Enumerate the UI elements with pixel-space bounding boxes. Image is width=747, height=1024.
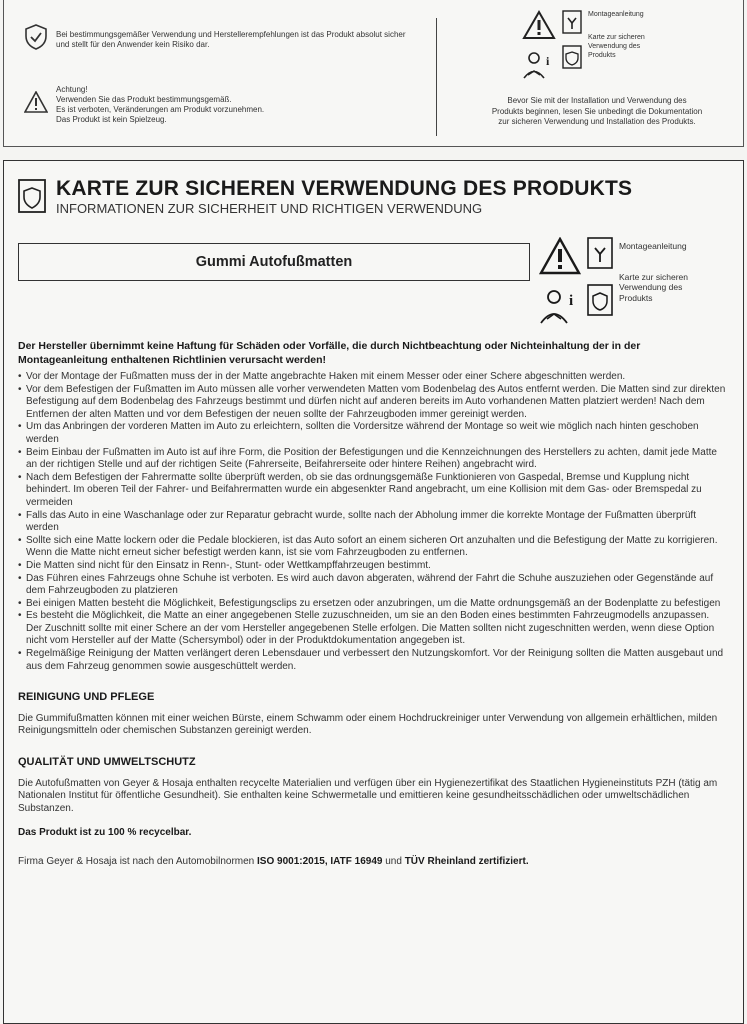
quality-text: Die Autofußmatten von Geyer & Hosaja enthalten recycelte Materialien und verfügen über ein Hygienezertifikat des Staatlichen Hygieneinstituts PZH (tätig am Nationalen Institut für öffentliche Gesundheit). Sie enthalten keine Schwermetalle und emittieren keine gesundheitsschädlichen oder umweltschädlichen Substanzen.	[18, 777, 718, 814]
warning-icon	[522, 10, 556, 45]
list-item: • Beim Einbau der Fußmatten im Auto ist auf ihre Form, die Position der Befestigungen und die Kennzeichnungen des Herstellers zu achten, damit jede Matte an der richtigen Stelle und auf der richtigen Seite (Fahrerseite, Beifahrerseite oder hintere Reihen) angebracht wird.	[18, 447, 728, 472]
main-icons	[539, 237, 739, 329]
list-item: • Die Matten sind nicht für den Einsatz in Renn-, Stunt- oder Wettkampffahrzeugen bestimmt.	[18, 560, 728, 573]
safety-note	[24, 24, 414, 53]
cert-standards: ISO 9001:2015, IATF 16949	[257, 856, 383, 867]
usage-rules	[18, 371, 728, 673]
warning-icon	[539, 237, 581, 280]
reading-person-icon	[539, 288, 581, 329]
icon-label-card: Karte zur sicheren Verwendung des Produkts	[619, 271, 688, 303]
list-item: • Sollte sich eine Matte lockern oder die Pedale blockieren, ist das Auto sofort an einem sicheren Ort anzuhalten und die Befestigung der Matte zu korrigieren. Wenn die Matte nicht erneut sicher befestigt werden kann, ist sie vom Fahrzeugboden zu entfernen.	[18, 535, 728, 560]
svg-text:i: i	[546, 54, 550, 68]
reading-person-icon	[522, 51, 556, 84]
list-item: • Vor dem Befestigen der Fußmatten im Auto müssen alle vorher verwendeten Matten vom Bodenbelag des Autos entfernt werden. Die Matten sind zur direkten Befestigung auf dem Bodenbelag des Fahrzeugs bestimmt und dürfen nicht auf anderen bereits im Auto vorhandenen Matten platziert werden! Nach dem Entfernen der alten Matten und vor dem Befestigen der neuen sollte der Fahrzeugboden immer gereinigt werden.	[18, 384, 728, 422]
safety-card-icon	[587, 284, 613, 321]
caution-line: Verwenden Sie das Produkt bestimmungsgemäß.	[56, 95, 232, 104]
svg-text:i: i	[569, 293, 574, 309]
liability-warning: Der Hersteller übernimmt keine Haftung für Schäden oder Vorfälle, die durch Nichtbeachtung oder Nichteinhaltung der in der Montageanleitung enthaltenen Richtlinien verursacht werden!	[18, 340, 641, 366]
shield-check-icon	[24, 24, 50, 53]
cert-prefix: Firma Geyer & Hosaja ist nach den Automobilnormen	[18, 856, 257, 867]
cleaning-text: Die Gummifußmatten können mit einer weichen Bürste, einem Schwamm oder einem Hochdruckreiniger unter Verwendung von allgemein erhältlichen, milden Reinigungsmitteln oder chemischen Substanzen gereinigt werden.	[18, 712, 718, 737]
top-icons	[452, 10, 742, 128]
icon-label-manual: Montageanleitung	[619, 241, 687, 251]
section-title-quality: QUALITÄT UND UMWELTSCHUTZ	[18, 756, 196, 769]
cert-mid: und	[382, 856, 405, 867]
section-title-cleaning: REINIGUNG UND PFLEGE	[18, 691, 155, 704]
info-line: Bevor Sie mit der Installation und Verwendung des	[507, 96, 687, 105]
certification-line	[18, 856, 728, 869]
caution-note	[24, 85, 414, 125]
safety-card	[3, 160, 744, 1024]
divider	[436, 18, 437, 136]
top-notes	[24, 24, 414, 125]
top-info-card	[3, 0, 744, 147]
page-title: KARTE ZUR SICHEREN VERWENDUNG DES PRODUKTS	[56, 177, 633, 200]
caution-line: Das Produkt ist kein Spielzeug.	[56, 115, 167, 124]
list-item: • Regelmäßige Reinigung der Matten verlängert deren Lebensdauer und verbessert den Nutzungskomfort. Vor der Reinigung sollten die Matten ausgebaut und aus dem Fahrzeug genommen sowie ausgeschüttelt werden.	[18, 648, 728, 673]
caution-line: Es ist verboten, Veränderungen am Produkt vorzunehmen.	[56, 105, 265, 114]
manual-wrench-icon	[587, 237, 613, 274]
safety-note-text: Bei bestimmungsgemäßer Verwendung und Herstellerempfehlungen ist das Produkt absolut sicher und stellt für den Anwender kein Risiko dar.	[56, 30, 406, 49]
product-name: Gummi Autofußmatten	[18, 243, 530, 281]
list-item: • Es besteht die Möglichkeit, die Matte an einer angegebenen Stelle zuzuschneiden, um sie an den Boden eines bestimmten Fahrzeugmodells anzupassen. Der Zuschnitt sollte mit einer Schere an der vom Hersteller angegebenen Stelle erfolgen. Die Matten sollten nicht zugeschnitten werden, wenn diese Option nicht vom Hersteller auf der Matte (Schersymbol) oder in der Produktdokumentation angegeben ist.	[18, 610, 728, 648]
icon-label-manual: Montageanleitung	[588, 11, 644, 18]
recycle-note: Das Produkt ist zu 100 % recycelbar.	[18, 827, 192, 839]
card-header	[18, 177, 632, 218]
list-item: • Nach dem Befestigen der Fahrermatte sollte überprüft werden, ob sie das ordnungsgemäße Funktionieren von Gaspedal, Bremse und Kupplung nicht behindert. Im oberen Teil der Fahrer- und Beifahrermatten wurde ein abgesenkter Rand angebracht, um eine Kollision mit dem Gas- oder Bremspedal zu vermeiden	[18, 472, 728, 510]
warning-icon	[24, 85, 50, 116]
caution-text	[56, 85, 264, 125]
info-line: zur sicheren Verwendung und Installation des Produkts.	[498, 117, 696, 126]
info-text	[452, 96, 742, 128]
card-content	[18, 339, 728, 869]
cert-tuv: TÜV Rheinland zertifiziert.	[404, 856, 529, 867]
safety-card-icon	[18, 179, 46, 218]
safety-card-icon	[562, 45, 582, 74]
list-item: • Vor der Montage der Fußmatten muss der in der Matte angebrachte Haken mit einem Messer oder einer Schere abgeschnitten werden.	[18, 371, 728, 384]
page-subtitle: INFORMATIONEN ZUR SICHERHEIT UND RICHTIGEN VERWENDUNG	[56, 201, 483, 216]
manual-wrench-icon	[562, 10, 582, 39]
list-item: • Bei einigen Matten besteht die Möglichkeit, Befestigungsclips zu ersetzen oder anzubringen, um die Matte ordnungsgemäß an der Bodenplatte zu befestigen	[18, 598, 728, 611]
list-item: • Um das Anbringen der vorderen Matten im Auto zu erleichtern, sollten die Vordersitze während der Montage so weit wie möglich nach hinten geschoben werden	[18, 421, 728, 446]
list-item: • Falls das Auto in eine Waschanlage oder zur Reparatur gebracht wurde, sollte nach der Abholung immer die korrekte Montage der Fußmatten überprüft werden	[18, 510, 728, 535]
caution-line: Achtung!	[56, 85, 88, 94]
list-item: • Das Führen eines Fahrzeugs ohne Schuhe ist verboten. Es wird auch davon abgeraten, während der Fahrt die Schuhe auszuziehen oder Gegenstände auf dem Fahrzeugboden zu platzieren	[18, 573, 728, 598]
icon-label-card: Karte zur sicheren Verwendung des Produkts	[588, 34, 645, 59]
info-line: Produkts beginnen, lesen Sie unbedingt die Dokumentation	[491, 106, 703, 116]
